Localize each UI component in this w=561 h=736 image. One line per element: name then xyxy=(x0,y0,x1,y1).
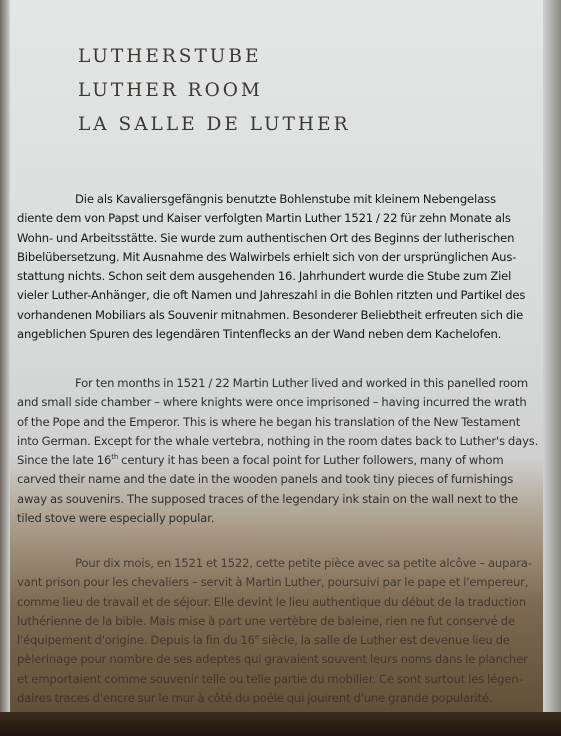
ordinal-superscript: e xyxy=(254,633,259,642)
ordinal-superscript: th xyxy=(111,453,119,462)
french-line: comme lieu de travail et de séjour. Elle devint le lieu authentique du début de la traduction xyxy=(17,594,526,609)
german-line: vieler Luther-Anhänger, die oft Namen und Jahreszahl in die Bohlen ritzten und Partikel des xyxy=(17,288,526,303)
german-line: vorhandenen Mobiliars als Souvenir mitnahmen. Besonderer Beliebtheit erfreuten sich die xyxy=(17,307,524,322)
english-line: of the Pope and the Emperor. This is where he began his translation of the New Testament xyxy=(17,414,521,429)
french-line: Pour dix mois, en 1521 et 1522, cette petite pièce avec sa petite alcôve – aupara- xyxy=(75,556,532,570)
english-line: away as souvenirs. The supposed traces of the legendary ink stain on the wall next to the xyxy=(17,491,518,506)
english-line-end: century it has been a focal point for Luther followers, many of whom xyxy=(118,453,504,468)
title-block xyxy=(78,40,351,142)
paragraph-german xyxy=(17,190,537,344)
paragraph-french xyxy=(17,554,537,708)
french-line: vant prison pour les chevaliers – servit à Martin Luther, poursuivi par le pape et l'empereur, xyxy=(17,575,529,590)
title-french: LA SALLE DE LUTHER xyxy=(78,114,351,135)
english-line: into German. Except for the whale vertebra, nothing in the room dates back to Luther's days. xyxy=(17,433,539,448)
french-line: daires traces d'encre sur le mur à côté du poële qui jouirent d'une grande popularité. xyxy=(17,691,493,706)
wooden-frame-edge xyxy=(0,712,561,736)
english-line: tiled stove were especially popular. xyxy=(17,511,215,526)
english-line: For ten months in 1521 / 22 Martin Luther lived and worked in this panelled room xyxy=(75,376,529,390)
german-line: diente dem von Papst und Kaiser verfolgten Martin Luther 1521 / 22 für zehn Monate als xyxy=(17,211,511,226)
french-line-end: siècle, la salle de Luther est devenue lieu de xyxy=(258,633,510,648)
german-line: angeblichen Spuren des legendären Tintenflecks an der Wand neben dem Kachelofen. xyxy=(17,327,502,342)
french-line: luthérienne de la bible. Mais mise à part une vertèbre de baleine, rien ne fut conservé de xyxy=(17,613,515,628)
french-line: pèlerinage pour nombre de ses adeptes qui gravaient souvent leurs noms dans le plancher xyxy=(17,652,528,667)
french-line: et emportaient comme souvenir telle ou telle partie du mobilier. Ce sont surtout les légen- xyxy=(17,671,523,686)
english-line-century xyxy=(17,451,537,470)
german-line: stattung nichts. Schon seit dem ausgehenden 16. Jahrhundert wurde die Stube zum Ziel xyxy=(17,269,512,284)
french-line-century xyxy=(17,631,537,650)
paragraph-english xyxy=(17,374,537,528)
german-line: Wohn- und Arbeitsstätte. Sie wurde zum authentischen Ort des Beginns der lutherischen xyxy=(17,230,515,245)
english-line: carved their name and the date in the wooden panels and took tiny pieces of furnishings xyxy=(17,472,514,487)
german-line: Bibelübersetzung. Mit Ausnahme des Walwirbels erhielt sich von der ursprünglichen Aus- xyxy=(17,249,517,264)
english-line: and small side chamber – where knights were once imprisoned – having incurred the wrath xyxy=(17,395,527,410)
title-german: LUTHERSTUBE xyxy=(78,46,262,67)
title-english: LUTHER ROOM xyxy=(78,80,263,101)
french-line-start: l'équipement d'origine. Depuis la fin du 16 xyxy=(17,633,255,648)
german-line: Die als Kavaliersgefängnis benutzte Bohlenstube mit kleinem Nebengelass xyxy=(75,192,496,206)
english-line-start: Since the late 16 xyxy=(17,453,112,468)
